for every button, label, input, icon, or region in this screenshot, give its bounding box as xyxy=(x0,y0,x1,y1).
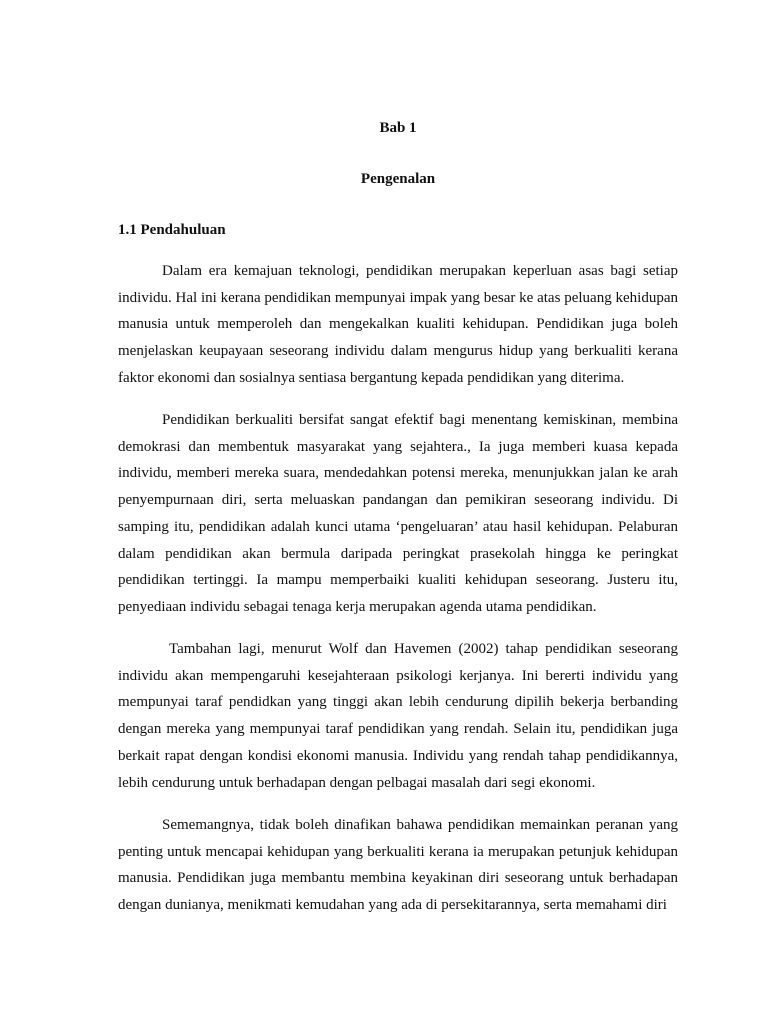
paragraph-text: Pendidikan berkualiti bersifat sangat efektif bagi menentang kemiskinan, membina demokrasi dan membentuk masyarakat yang sejahtera., Ia juga memberi kuasa kepada individu, memberi mereka suara, mendedahkan potensi mereka, menunjukkan jalan ke arah penyempurnaan diri, serta meluaskan pandangan dan pemikiran seseorang individu. Di samping itu, pendidikan adalah kunci utama ‘pengeluaran’ atau hasil kehidupan. Pelaburan dalam pendidikan akan bermula daripada peringkat prasekolah hingga ke peringkat pendidikan tertinggi. Ia mampu memperbaiki kualiti kehidupan seseorang. Justeru itu, penyediaan individu sebagai tenaga kerja merupakan agenda utama pendidikan. xyxy=(118,412,678,615)
paragraph-2 xyxy=(118,407,678,621)
paragraph-text: Tambahan lagi, menurut Wolf dan Havemen (2002) tahap pendidikan seseorang individu akan mempengaruhi kesejahteraan psikologi kerjanya. Ini bererti individu yang mempunyai taraf pendidkan yang tinggi akan lebih cendurung dipilih bekerja berbanding dengan mereka yang mempunyai taraf pendidikan yang rendah. Selain itu, pendidikan juga berkait rapat dengan kondisi ekonomi manusia. Individu yang rendah tahap pendidikannya, lebih cendurung untuk berhadapan dengan pelbagai masalah dari segi ekonomi. xyxy=(118,641,678,791)
paragraph-3 xyxy=(118,636,678,796)
paragraph-4 xyxy=(118,812,678,919)
paragraph-text: Dalam era kemajuan teknologi, pendidikan merupakan keperluan asas bagi setiap individu. Hal ini kerana pendidikan mempunyai impak yang besar ke atas peluang kehidupan manusia untuk memperoleh dan mengekalkan kualiti kehidupan. Pendidikan juga boleh menjelaskan keupayaan seseorang individu dalam mengurus hidup yang berkualiti kerana faktor ekonomi dan sosialnya sentiasa bergantung kepada pendidikan yang diterima. xyxy=(118,263,678,386)
chapter-title: Pengenalan xyxy=(360,171,436,187)
section-heading: 1.1 Pendahuluan xyxy=(118,222,226,238)
chapter-number: Bab 1 xyxy=(379,120,417,136)
paragraph-1 xyxy=(118,258,678,392)
paragraph-text: Sememangnya, tidak boleh dinafikan bahawa pendidikan memainkan peranan yang penting untuk mencapai kehidupan yang berkualiti kerana ia merupakan petunjuk kehidupan manusia. Pendidikan juga membantu membina keyakinan diri seseorang untuk berhadapan dengan dunianya, menikmati kemudahan yang ada di persekitarannya, serta memahami diri xyxy=(118,817,678,914)
